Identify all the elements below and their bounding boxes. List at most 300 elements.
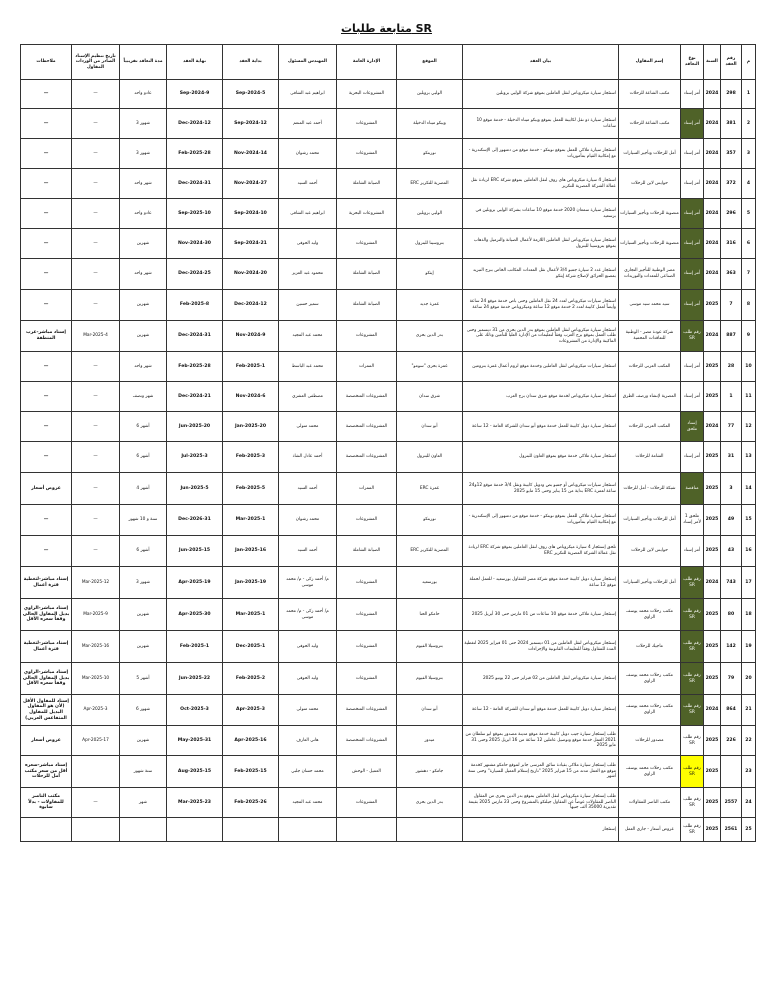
header-cell: رقم العقد: [721, 45, 742, 80]
year-cell: 2025: [704, 382, 721, 412]
start-date-cell: 2-Feb-2025: [223, 663, 279, 695]
contract-type-cell: رقم طلب SR: [681, 818, 704, 842]
site-cell: أبو سدان: [397, 695, 463, 726]
table-row: [21, 756, 756, 788]
year-cell: 2025: [704, 818, 721, 842]
engineer-cell: وليد الحوفى: [279, 229, 337, 259]
contractor-name-cell: منصوبة للرحلات وتأجير السيارات: [619, 229, 681, 259]
notes-cell: مكتب الناصر للمقاولات - بدلاً سابوة: [21, 788, 72, 818]
site-cell: غمرة ERC: [397, 473, 463, 505]
end-date-cell: 9-Sep-2024: [167, 80, 223, 109]
table-row: [21, 726, 756, 756]
end-date-cell: 25-Dec-2024: [167, 259, 223, 290]
department-cell: المشروعات المتخصصة: [337, 442, 397, 473]
contract-number-cell: 372: [721, 169, 742, 199]
end-date-cell: 23-Mar-2025: [167, 788, 223, 818]
start-date-cell: 3-Feb-2025: [223, 442, 279, 473]
department-cell: المشروعات المتخصصة: [337, 382, 397, 412]
duration-cell: أشهر 6: [120, 536, 167, 567]
contractor-name-cell: حوايس لاين للرحلات: [619, 536, 681, 567]
row-number-cell: 20: [742, 663, 756, 695]
row-number-cell: 12: [742, 412, 756, 442]
notes-cell: إسناد مباشر-الزاوي بديل المقاول الحالي وفقاً سعره الأقل: [21, 663, 72, 695]
contract-number-cell: 77: [721, 412, 742, 442]
issue-date-cell: —: [72, 290, 120, 321]
contract-type-cell: أمر إسناد: [681, 199, 704, 229]
table-row: [21, 567, 756, 599]
issue-date-cell: 16-Mar-2025: [72, 631, 120, 663]
engineer-cell: أحمد عبد المنعم: [279, 109, 337, 139]
department-cell: المشروعات البحرية: [337, 199, 397, 229]
table-row: [21, 169, 756, 199]
year-cell: 2024: [704, 259, 721, 290]
department-cell: المشروعات المتخصصة: [337, 726, 397, 756]
contract-description-cell: استئجار سيارة ميكروباص لنقل العاملين بموقع بدر الدين بحرى من 31 ديسمبر وحتى طلب العمل بموقع برج العرب وفقاً لتعليمات من الإدارة العليا للتأمين وذلك على الماكينة والإدارة من المشروعات: [463, 321, 619, 352]
row-number-cell: 17: [742, 567, 756, 599]
contract-number-cell: 28: [721, 352, 742, 382]
issue-date-cell: —: [72, 259, 120, 290]
duration-cell: شهر واحد: [120, 259, 167, 290]
notes-cell: [21, 818, 72, 842]
header-cell: تاريخ تنظيم الإسناد الصادر من الوردات المقاول: [72, 45, 120, 80]
contractor-name-cell: مصر الوطنية للتأجير التجاري الصناعى للمعدات والتوريدات: [619, 259, 681, 290]
row-number-cell: 4: [742, 169, 756, 199]
duration-cell: أشهر 4: [120, 473, 167, 505]
row-number-cell: 23: [742, 756, 756, 788]
department-cell: الصيانة الشاملة: [337, 259, 397, 290]
end-date-cell: 31-Dec-2024: [167, 169, 223, 199]
duration-cell: شهر: [120, 788, 167, 818]
start-date-cell: 14-Nov-2024: [223, 139, 279, 169]
notes-cell: —: [21, 169, 72, 199]
notes-cell: إسناد للمقاول الأقل (لأن هو المقاول البديل للمقاول المتقاعس العربي): [21, 695, 72, 726]
header-cell: الموقع: [397, 45, 463, 80]
contract-number-cell: 80: [721, 599, 742, 631]
issue-date-cell: —: [72, 80, 120, 109]
contractor-name-cell: مكتب الشاعة للرحلات: [619, 109, 681, 139]
site-cell: الوليي بروبلين: [397, 80, 463, 109]
contract-description-cell: إستئجار سيارة دوبل كابينة خدمة موقع شركة مصر للمقاول بورسعيد - للعمل لحملة موقع 12 ساعة: [463, 567, 619, 599]
year-cell: 2024: [704, 80, 721, 109]
contract-type-cell: رقم طلب SR: [681, 321, 704, 352]
department-cell: المشروعات: [337, 505, 397, 536]
contract-type-cell: مناقصة: [681, 473, 704, 505]
row-number-cell: 19: [742, 631, 756, 663]
department-cell: المشروعات: [337, 321, 397, 352]
row-number-cell: 14: [742, 473, 756, 505]
engineer-cell: م/ أحمد زكى - م/ محمد موسى: [279, 567, 337, 599]
contractor-name-cell: مكتب رحلات محمد يوسف الزاوي: [619, 695, 681, 726]
table-row: [21, 352, 756, 382]
year-cell: 2025: [704, 631, 721, 663]
notes-cell: —: [21, 505, 72, 536]
contract-number-cell: 743: [721, 567, 742, 599]
contract-number-cell: 226: [721, 726, 742, 756]
site-cell: حامكو الحنا: [397, 599, 463, 631]
table-row: [21, 109, 756, 139]
contractor-name-cell: شركة عودة مصر - الوطنية للتعاقدات المحمية: [619, 321, 681, 352]
contractor-name-cell: المكتب العربي للرحلات: [619, 412, 681, 442]
contract-type-cell: أمر إسناد: [681, 536, 704, 567]
notes-cell: عروض أسعار: [21, 473, 72, 505]
site-cell: إيثكو: [397, 259, 463, 290]
contract-type-cell: رقم طلب SR: [681, 599, 704, 631]
site-cell: ويبكو ميناء الدخيلة: [397, 109, 463, 139]
start-date-cell: 19-Jan-2025: [223, 567, 279, 599]
start-date-cell: 27-Nov-2024: [223, 169, 279, 199]
table-row: [21, 412, 756, 442]
start-date-cell: 21-Sep-2024: [223, 229, 279, 259]
contract-description-cell: استئجار سيارة ملاكي خدمة موقع بموقع العاون للبترول: [463, 442, 619, 473]
engineer-cell: [279, 818, 337, 842]
table-row: [21, 599, 756, 631]
notes-cell: عروض أسعار: [21, 726, 72, 756]
year-cell: 2025: [704, 663, 721, 695]
contract-number-cell: 357: [721, 139, 742, 169]
department-cell: المشروعات المتخصصة: [337, 412, 397, 442]
engineer-cell: مصطفى العشري: [279, 382, 337, 412]
end-date-cell: 3-Jul-2025: [167, 442, 223, 473]
contract-description-cell: استئجار سيارات ميكروباص لنقل العاملين وخدمة موقع لزوم أعمال غمرة بترومين: [463, 352, 619, 382]
site-cell: نوربتكو: [397, 505, 463, 536]
engineer-cell: محمد رشوان: [279, 505, 337, 536]
row-number-cell: 25: [742, 818, 756, 842]
issue-date-cell: —: [72, 788, 120, 818]
header-cell: بيان العقد: [463, 45, 619, 80]
contract-number-cell: 1: [721, 382, 742, 412]
contract-type-cell: أمر إسناد: [681, 259, 704, 290]
end-date-cell: 21-Dec-2024: [167, 382, 223, 412]
start-date-cell: 5-Sep-2024: [223, 80, 279, 109]
department-cell: الصيانة الشاملة: [337, 169, 397, 199]
row-number-cell: 11: [742, 382, 756, 412]
duration-cell: شهرين: [120, 290, 167, 321]
year-cell: 2024: [704, 199, 721, 229]
duration-cell: شهر ونصف: [120, 382, 167, 412]
end-date-cell: 12-Dec-2024: [167, 109, 223, 139]
contract-number-cell: 2557: [721, 788, 742, 818]
notes-cell: —: [21, 80, 72, 109]
contract-number-cell: 7: [721, 290, 742, 321]
row-number-cell: 1: [742, 80, 756, 109]
engineer-cell: محمد عبد الباسط: [279, 352, 337, 382]
contract-type-cell: أمر إسناد: [681, 169, 704, 199]
year-cell: 2025: [704, 788, 721, 818]
department-cell: المشروعات: [337, 599, 397, 631]
year-cell: 2024: [704, 139, 721, 169]
table-row: [21, 663, 756, 695]
end-date-cell: 31-Dec-2026: [167, 505, 223, 536]
row-number-cell: 9: [742, 321, 756, 352]
notes-cell: —: [21, 412, 72, 442]
notes-cell: —: [21, 382, 72, 412]
end-date-cell: 31-Dec-2024: [167, 321, 223, 352]
site-cell: بورسعيد: [397, 567, 463, 599]
department-cell: العميل - الوحش: [337, 756, 397, 788]
department-cell: الممرات: [337, 473, 397, 505]
contract-number-cell: 31: [721, 442, 742, 473]
contract-description-cell: استئجار 4 سيارة ميكروباص هاى روف لنقل العاملين بموقع شركة ERC لزيادة نقل عمالة الشركة المصرية للتكرير: [463, 169, 619, 199]
contract-number-cell: 49: [721, 505, 742, 536]
contract-description-cell: استئجار سيارة ميكروباص لنقل العاملين بموقع شركة الوليي بروبلين: [463, 80, 619, 109]
engineer-cell: أحمد السيد: [279, 536, 337, 567]
start-date-cell: [223, 818, 279, 842]
contract-type-cell: أمر إسناد: [681, 290, 704, 321]
row-number-cell: 7: [742, 259, 756, 290]
year-cell: 2025: [704, 599, 721, 631]
row-number-cell: 10: [742, 352, 756, 382]
end-date-cell: 30-Apr-2025: [167, 599, 223, 631]
end-date-cell: 31-May-2025: [167, 726, 223, 756]
department-cell: الصيانة الشاملة: [337, 536, 397, 567]
engineer-cell: أحمد السيد: [279, 473, 337, 505]
start-date-cell: 1-Feb-2025: [223, 352, 279, 382]
contract-number-cell: 79: [721, 663, 742, 695]
start-date-cell: 12-Dec-2024: [223, 290, 279, 321]
department-cell: المشروعات: [337, 109, 397, 139]
end-date-cell: [167, 818, 223, 842]
issue-date-cell: —: [72, 536, 120, 567]
year-cell: 2025: [704, 536, 721, 567]
contract-description-cell: استئجار سيارة سمعان 2020 خدمة موقع 10 ساعات بشركة الوليي بروبلين في برسعيد: [463, 199, 619, 229]
table-row: [21, 382, 756, 412]
issue-date-cell: —: [72, 109, 120, 139]
contract-type-cell: رقم طلب SR: [681, 788, 704, 818]
site-cell: شرق سدان: [397, 382, 463, 412]
contract-number-cell: 381: [721, 109, 742, 139]
start-date-cell: 20-Nov-2024: [223, 259, 279, 290]
issue-date-cell: [72, 818, 120, 842]
engineer-cell: وليد الحوفى: [279, 663, 337, 695]
notes-cell: إسناد مباشر-لتغطية فترة أعمال: [21, 567, 72, 599]
issue-date-cell: —: [72, 352, 120, 382]
end-date-cell: 3-Oct-2025: [167, 695, 223, 726]
end-date-cell: 8-Feb-2025: [167, 290, 223, 321]
department-cell: المشروعات: [337, 139, 397, 169]
engineer-cell: محمود عبد العزيز: [279, 259, 337, 290]
contractor-name-cell: شبكة للرحلات - أمل للرحلات: [619, 473, 681, 505]
table-row: [21, 80, 756, 109]
contract-type-cell: رقم طلب SR: [681, 567, 704, 599]
duration-cell: شهور 3: [120, 139, 167, 169]
contractor-name-cell: أمل للرحلات وتأجير السيارات: [619, 139, 681, 169]
site-cell: بدر الدين بحرى: [397, 321, 463, 352]
notes-cell: —: [21, 109, 72, 139]
row-number-cell: 21: [742, 695, 756, 726]
year-cell: 2024: [704, 567, 721, 599]
start-date-cell: 1-Mar-2025: [223, 505, 279, 536]
issue-date-cell: —: [72, 505, 120, 536]
start-date-cell: 20-Jan-2025: [223, 412, 279, 442]
row-number-cell: 16: [742, 536, 756, 567]
year-cell: 2024: [704, 695, 721, 726]
header-cell: ملاحظات: [21, 45, 72, 80]
issue-date-cell: 10-Mar-2025: [72, 663, 120, 695]
start-date-cell: 5-Feb-2025: [223, 473, 279, 505]
year-cell: 2025: [704, 290, 721, 321]
contract-number-cell: 316: [721, 229, 742, 259]
end-date-cell: 15-Aug-2025: [167, 756, 223, 788]
contract-type-cell: أمر إسناد: [681, 382, 704, 412]
department-cell: الممرات: [337, 352, 397, 382]
notes-cell: —: [21, 139, 72, 169]
start-date-cell: 16-Jan-2025: [223, 536, 279, 567]
contract-type-cell: ملحق 1 لأمر إسناد: [681, 505, 704, 536]
contractor-name-cell: المكتب العربي للرحلات: [619, 352, 681, 382]
site-cell: المصرية للتكرير ERC: [397, 536, 463, 567]
header-cell: إسم المقاول: [619, 45, 681, 80]
notes-cell: إسناد مباشر-سعره أقل من سعر مكتب أمل للرحلات: [21, 756, 72, 788]
end-date-cell: 28-Feb-2025: [167, 139, 223, 169]
end-date-cell: 15-Jun-2025: [167, 536, 223, 567]
duration-cell: عادو واحد: [120, 80, 167, 109]
start-date-cell: 15-Feb-2025: [223, 756, 279, 788]
engineer-cell: محمد رشوان: [279, 139, 337, 169]
duration-cell: شهور 3: [120, 109, 167, 139]
contractor-name-cell: مكتب رحلات محمد يوسف الزاوي: [619, 663, 681, 695]
site-cell: الوليي بروبلين: [397, 199, 463, 229]
issue-date-cell: —: [72, 382, 120, 412]
contract-number-cell: [721, 756, 742, 788]
site-cell: المصرية للتكرير ERC: [397, 169, 463, 199]
contract-description-cell: استئجار سيارة دوبل كابينة للعمل خدمة موقع أبو سدان للشركة العامة - 12 ساعة: [463, 412, 619, 442]
contract-description-cell: طلب إستئجار سيارة ميكروباص لنقل العاملين بموقع بدر الدين بحرى من المقاول الناصر للمقاولات عوضاً عن المقاول جيلتكو بالمشروع وحتى 23 مارس 2025 بقيمة تقديرية 35000 ألف جنيهاً: [463, 788, 619, 818]
contract-description-cell: إستئجار سيارة دوبل كابينة للعمل خدمة موقع أبو سدان للشركة العامة - 12 ساعة: [463, 695, 619, 726]
engineer-cell: م/ أحمد زكى - م/ محمد موسى: [279, 599, 337, 631]
issue-date-cell: 3-Apr-2025: [72, 695, 120, 726]
table-row: [21, 536, 756, 567]
duration-cell: شهرين: [120, 631, 167, 663]
end-date-cell: 19-Apr-2025: [167, 567, 223, 599]
table-row: [21, 290, 756, 321]
contract-type-cell: أمر إسناد: [681, 442, 704, 473]
site-cell: [397, 818, 463, 842]
year-cell: 2024: [704, 109, 721, 139]
contractor-name-cell: مكتب الناصر للمقاولات: [619, 788, 681, 818]
contract-description-cell: إستئجار ميكروباص لنقل العاملين من 01 ديسمبر 2024 حتى 01 فبراير 2025 لتغطية المدة للمقاول وفقاً للتعليمات القانونية والإجراءات: [463, 631, 619, 663]
duration-cell: عادو واحد: [120, 199, 167, 229]
contract-description-cell: إستئجار: [463, 818, 619, 842]
table-row: [21, 473, 756, 505]
year-cell: 2025: [704, 756, 721, 788]
row-number-cell: 5: [742, 199, 756, 229]
row-number-cell: 6: [742, 229, 756, 259]
engineer-cell: وليد الحوفى: [279, 631, 337, 663]
contract-number-cell: 2561: [721, 818, 742, 842]
contract-type-cell: أمر إسناد: [681, 139, 704, 169]
notes-cell: —: [21, 536, 72, 567]
contract-description-cell: طلب إستئجار سيارة جيب دوبل كابينة خدمة موقع مدينة مصدور بموقع ابو سلطان من 2021 العمل خدمة موقع وتوصيل عاملين 12 ساعة من 16 ابريل 2025 وحتى 31 مايو 2025: [463, 726, 619, 756]
table-row: [21, 229, 756, 259]
site-cell: أبو سدان: [397, 412, 463, 442]
contract-type-cell: رقم طلب SR: [681, 756, 704, 788]
table-row: [21, 505, 756, 536]
table-container: [20, 44, 755, 842]
contract-description-cell: استئجار سيارة ملاكي للعمل بموقع نوبتكو - خدمة موقع من دمنهور إلى الإسكندرية - مع إمكانية القيام بمأموريات: [463, 139, 619, 169]
start-date-cell: 26-Feb-2025: [223, 788, 279, 818]
contractor-name-cell: مكتب رحلات محمد يوسف الزاوي: [619, 756, 681, 788]
duration-cell: ستة شهور: [120, 756, 167, 788]
issue-date-cell: [72, 756, 120, 788]
table-row: [21, 631, 756, 663]
engineer-cell: هاني العارف: [279, 726, 337, 756]
notes-cell: إسناد مباشر-غرب المنطقة: [21, 321, 72, 352]
row-number-cell: 2: [742, 109, 756, 139]
contract-description-cell: استئجار عدد 2 سيارة جمبو 3/4 لأعمال نقل المعدات المكاتب الخاص ببرج التبريد بمصنع الحرائق لإصلاح شركة إيثكو: [463, 259, 619, 290]
table-row: [21, 199, 756, 229]
duration-cell: شهر واحد: [120, 169, 167, 199]
contractor-name-cell: الشامة للرحلات: [619, 442, 681, 473]
sr-requests-table: [20, 44, 756, 842]
duration-cell: سنة و 10 شهور: [120, 505, 167, 536]
contractor-name-cell: مصدور للرحلات: [619, 726, 681, 756]
issue-date-cell: 9-Mar-2025: [72, 599, 120, 631]
table-row: [21, 788, 756, 818]
notes-cell: —: [21, 199, 72, 229]
year-cell: 2024: [704, 412, 721, 442]
issue-date-cell: —: [72, 169, 120, 199]
contract-number-cell: 43: [721, 536, 742, 567]
contract-description-cell: استئجار سيارة ميكروباص لخدمة موقع شرق سدان برج العرب: [463, 382, 619, 412]
contract-type-cell: رقم طلب SR: [681, 726, 704, 756]
engineer-cell: محمد متولى: [279, 412, 337, 442]
site-cell: غمرة جديد: [397, 290, 463, 321]
contract-description-cell: إستئجار سيارة ملاكي خدمة موقع 10 ساعات من 01 مارس حتى 30 أبريل 2025: [463, 599, 619, 631]
contract-type-cell: رقم طلب SR: [681, 631, 704, 663]
notes-cell: —: [21, 259, 72, 290]
site-cell: بتروسيلا الفيوم: [397, 663, 463, 695]
start-date-cell: 9-Nov-2024: [223, 321, 279, 352]
engineer-cell: محمد حسان جلبي: [279, 756, 337, 788]
contract-type-cell: أمر إسناد: [681, 80, 704, 109]
notes-cell: —: [21, 442, 72, 473]
notes-cell: —: [21, 352, 72, 382]
row-number-cell: 3: [742, 139, 756, 169]
contract-description-cell: استئجار سيارات ميكروباص أو جمبو بص ودوبل كابينة ونقل 3/4 خدمة موقع 12و24 ساعة لعمرة ERC بداية من 15 يناير وحتى 15 مايو 2025: [463, 473, 619, 505]
issue-date-cell: —: [72, 473, 120, 505]
notes-cell: —: [21, 290, 72, 321]
issue-date-cell: —: [72, 139, 120, 169]
engineer-cell: أحمد السيد: [279, 169, 337, 199]
contract-type-cell: رقم طلب SR: [681, 695, 704, 726]
duration-cell: شهور 3: [120, 567, 167, 599]
contract-description-cell: إستئجار سيارة ميكروباص لنقل العاملين من 02 فبراير حتى 22 يونيو 2025: [463, 663, 619, 695]
issue-date-cell: —: [72, 412, 120, 442]
duration-cell: شهرين: [120, 599, 167, 631]
contractor-name-cell: مكتب الشاعة للرحلات: [619, 80, 681, 109]
site-cell: العاون للبترول: [397, 442, 463, 473]
start-date-cell: 12-Sep-2024: [223, 109, 279, 139]
site-cell: بتروسينا للبترول: [397, 229, 463, 259]
header-cell: بداية العقد: [223, 45, 279, 80]
end-date-cell: 5-Jun-2025: [167, 473, 223, 505]
duration-cell: شهرين: [120, 229, 167, 259]
notes-cell: —: [21, 229, 72, 259]
contract-number-cell: 142: [721, 631, 742, 663]
engineer-cell: ابراهيم عبد الشافى: [279, 199, 337, 229]
end-date-cell: 22-Jun-2025: [167, 663, 223, 695]
duration-cell: شهور 6: [120, 695, 167, 726]
page-title: متابعة طلبات SR: [340, 22, 433, 35]
year-cell: 2025: [704, 352, 721, 382]
site-cell: بدر الدين بحرى: [397, 788, 463, 818]
start-date-cell: 1-Mar-2025: [223, 599, 279, 631]
contract-description-cell: طلب إستئجار سيارة ملاكى بقيادة سائق المرسى جابر لموقع حامكو مشتهر كخدمة موقع مع العمل مدته من 15 فبراير 2025 "تاريخ إستلام العميل للسيارة" وحتى ستة أشهر: [463, 756, 619, 788]
contractor-name-cell: منصوبة للرحلات وتأجير السيارات: [619, 199, 681, 229]
department-cell: المشروعات: [337, 567, 397, 599]
header-cell: المهندس المسئول: [279, 45, 337, 80]
contract-description-cell: استئجار سيارات ميكروباص لعدد 24 نقل العاملين وحتى باص خدمة موقع 24 ساعة وأيضاً لعمل كابينة لعدد 2 خدمة موقع 12 ساعة وميكروباص خدمة موقع 24 ساعة: [463, 290, 619, 321]
